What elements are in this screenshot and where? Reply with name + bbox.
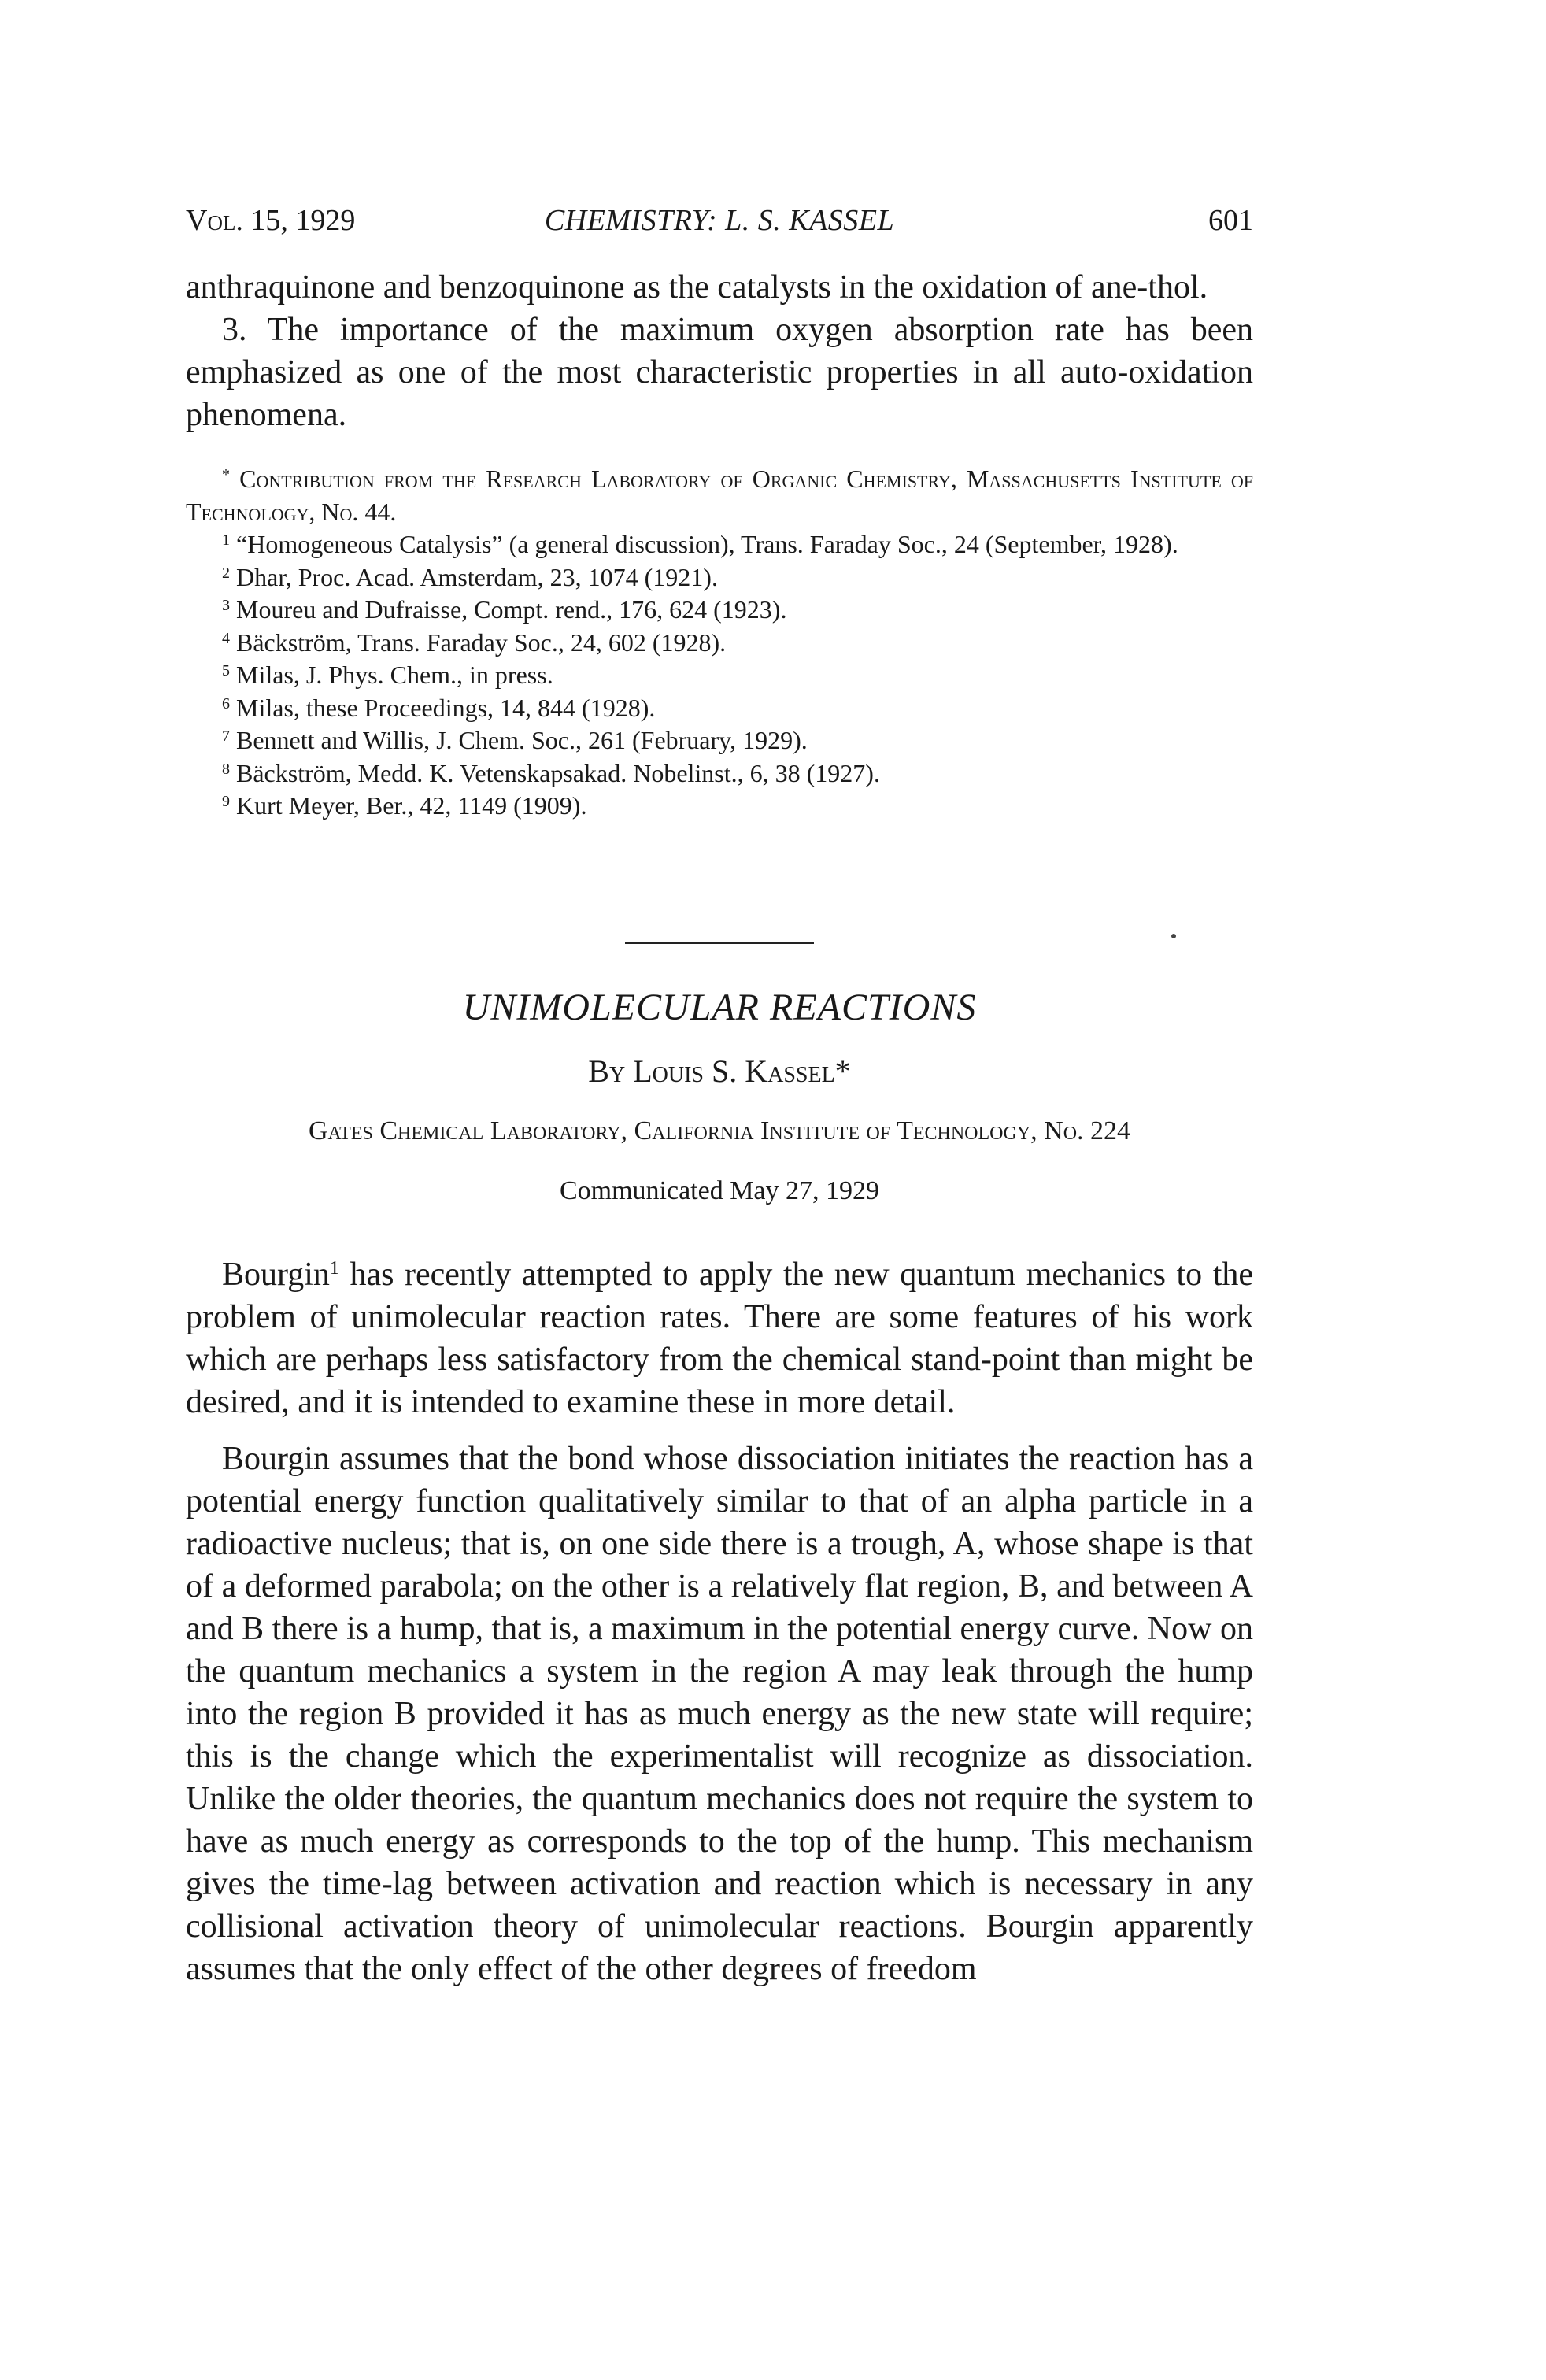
article-affiliation: Gates Chemical Laboratory, California Institute of Technology, No. 224 <box>308 1116 1131 1146</box>
footnote-text: Bäckström, Trans. Faraday Soc., 24, 602 (1928). <box>236 627 727 657</box>
footnote-mark: 8 <box>222 760 230 778</box>
footnote-text: Bäckström, Medd. K. Vetenskapsakad. Nobelinst., 6, 38 (1927). <box>236 758 880 787</box>
footnote-text: “Homogeneous Catalysis” (a general discussion), Trans. Faraday Soc., 24 (September, 1928). <box>236 530 1178 558</box>
footnote-text: Dhar, Proc. Acad. Amsterdam, 23, 1074 (1921). <box>236 562 718 591</box>
footnote-mark: 1 <box>222 531 230 549</box>
section-divider <box>625 942 814 944</box>
communicated-date: Communicated May 27, 1929 <box>559 1176 880 1205</box>
running-title: CHEMISTRY: L. S. KASSEL <box>544 204 895 237</box>
print-speck <box>1171 934 1176 938</box>
reference-mark: 1 <box>329 1258 339 1279</box>
footnote <box>186 594 1253 627</box>
page-number: 601 <box>1208 204 1253 237</box>
footnote-text: Contribution from the Research Laboratory of Organic Chemistry, Massachusetts Institute of Technology, No. 44. <box>186 465 1253 526</box>
volume-info: Vol. 15, 1929 <box>186 204 356 237</box>
footnote-text: Bennett and Willis, J. Chem. Soc., 261 (February, 1929). <box>236 726 808 754</box>
previous-article-conclusion <box>186 266 1253 436</box>
footnote-text: Milas, J. Phys. Chem., in press. <box>236 661 553 689</box>
paragraph-text: has recently attempted to apply the new quantum mechanics to the problem of unimolecular reaction rates. There are some features of his work which are perhaps less satisfactory from the chemical stand-point than might be desired, and it is intended to examine these in more detail. <box>186 1257 1254 1420</box>
footnote-mark: 6 <box>222 694 230 713</box>
article-author: By Louis S. Kassel* <box>588 1053 851 1089</box>
footnote-mark: 9 <box>222 793 230 810</box>
footnote <box>186 724 1253 757</box>
footnote <box>186 790 1253 823</box>
running-head <box>186 203 1253 242</box>
paragraph-2: Bourgin assumes that the bond whose dissociation initiates the reaction has a potential energy function qualitatively similar to that of an alpha particle in a radioactive nucleus; that is, on one side there is a trough, A, whose shape is that of a deformed parabola; on the other is a relatively flat region, B, and between A and B there is a hump, that is, a maximum in the potential energy curve. Now on the quantum mechanics a system in the region A may leak through the hump into the region B provided it has as much energy as the new state will require; this is the change which the experimentalist will recognize as dissociation. Unlike the older theories, the quantum mechanics does not require the system to have as much energy as corresponds to the top of the hump. This mechanism gives the time-lag between activation and reaction which is necessary in any collisional activation theory of unimolecular reactions. Bourgin apparently assumes that the only effect of the other degrees of freedom <box>186 1441 1253 1987</box>
footnote-mark: 4 <box>222 629 230 647</box>
footnote <box>186 627 1253 660</box>
footnote-mark: 5 <box>222 662 230 679</box>
footnote <box>186 692 1253 725</box>
footnotes <box>186 463 1253 823</box>
footnote-mark: * <box>222 466 230 483</box>
footnote-text: Moureu and Dufraisse, Compt. rend., 176, 624 (1923). <box>236 595 787 624</box>
footnote <box>186 757 1253 790</box>
footnote <box>186 561 1253 594</box>
article-title: UNIMOLECULAR REACTIONS <box>462 986 977 1028</box>
paragraph-lead-name: Bourgin <box>222 1257 330 1293</box>
paragraph-1 <box>186 1253 1253 1423</box>
footnote-mark: 7 <box>222 727 230 745</box>
footnote <box>186 463 1253 528</box>
footnote-mark: 3 <box>222 597 230 614</box>
conclusion-line: anthraquinone and benzoquinone as the catalysts in the oxidation of ane-thol. <box>186 269 1208 305</box>
footnote <box>186 528 1253 561</box>
conclusion-item-3: 3. The importance of the maximum oxygen absorption rate has been emphasized as one of the most characteristic properties in all auto-oxidation phenomena. <box>186 312 1253 433</box>
footnote-mark: 2 <box>222 564 230 582</box>
footnote <box>186 659 1253 692</box>
footnote-text: Kurt Meyer, Ber., 42, 1149 (1909). <box>236 791 587 820</box>
footnote-text: Milas, these Proceedings, 14, 844 (1928). <box>236 693 656 722</box>
article-body <box>186 1253 1253 2004</box>
